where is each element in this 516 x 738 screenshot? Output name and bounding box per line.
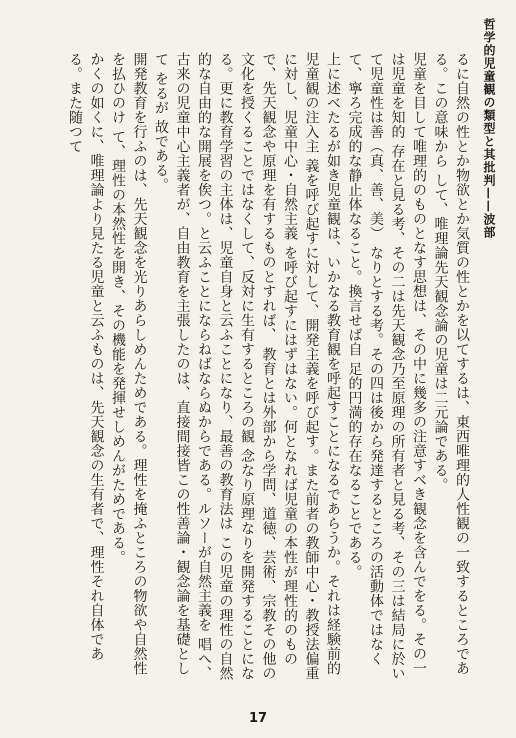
- running-head: 哲学的児童観の類型と其批判——波部: [482, 18, 496, 239]
- body-text: [32, 52, 472, 684]
- paragraph: かくの如くに、唯理論より見たる児童と云ふものは、先天観念の生有者で、理性それ自体である。また随つて: [67, 52, 105, 661]
- page-number: 17: [248, 711, 268, 726]
- paragraph: 上に述べたるが如き児童観は、いかなる教育観を呼起すことになるであらうか。それは経験前的児童観の注入主 義を呼び起すに対して、開発主義を呼び起す。また前者の教師中心・教授法偏重に対し、児童中心・自然主義 を呼び起すにはずはない。何となれば児童の本性が理性的のもので、先天観念や原理を有するものとすれば、 教育とは外部から学問、道徳、芸術、宗教その他の文化を授くることではなくして、反対に生有するところの観 念なり原理なりを開発することになる。更に教育学習の主体は、児童自身と云ふことになり、最善の教育法は この児童の理性の自然的な自由的な開展を俟つ。と云ふことにならねばならぬからである。ルソーが自然主義を 唱へ、古来の児童中心主義者が、自由教育を主張したのは、直接間接皆この性善論・観念論を基礎として をるが 故である。: [153, 52, 341, 681]
- paragraph: 児童を目して唯理的のものとなす思想は、その中に幾多の注意すべき観念を含んでをる。その一は児童を知的 存在と見る考、その二は先天観念乃至原理の所有者と見る考、その三は結局に於いて児童性は善（真、善、美） なりとする考。その四は後から発達するところの活動体ではなくて、寧ろ完成的な静止体なること。換言せば自 足的円満的存在なることである。: [346, 52, 427, 681]
- paragraph: るに自然の性とか物欲とか気質の性とかを以てするは、東西唯理的人性観の一致するところである。この意味から して、唯理論先天観念論の児童は二元論である。: [432, 52, 470, 676]
- paragraph: 開発教育を行ふのは、先天観念を光りあらしめんためである。理性を掩ふところの物欲や自然性を払ひのけ て、理性の本然性を開き、その機能を発揮せしめんがためである。: [110, 52, 148, 676]
